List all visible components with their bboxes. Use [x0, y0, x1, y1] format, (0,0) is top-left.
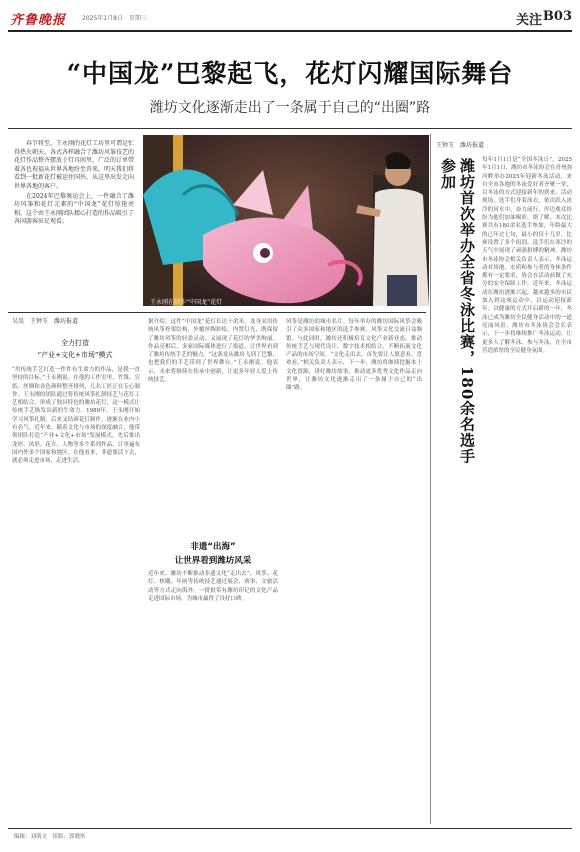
lead-paragraph: 春节将至，王永刚的花灯工坊里可谓是忙得热火朝天。各式各样融合了潍坊风筝技艺的花灯作品整齐摆放于灯具间里，广泛的订单带着各色祝福从世界各地纷至沓来。明天我们将看到一批新花灯被运往国外，从这里出发走向世界各地的客户。 [14, 140, 134, 190]
dragon-lantern-image [143, 135, 429, 306]
article-byline: 吴昊 王钟玉 潍坊报道 [12, 318, 79, 325]
masthead-rule [8, 30, 572, 32]
section1-label: 全力打造 [61, 339, 89, 347]
lantern-photo [143, 135, 429, 306]
section1-title: “产业+文化+市场”模式 [37, 351, 113, 359]
body-column-1: “用传统手艺打造一件件有生命力的作品，是我一直坚持的目标。”王永刚说。在他的工作室里，竹篾、宣纸、丝绸和各色颜料整齐排列，几名工匠正在专心制作。王永刚的团队通过将传统风筝扎制技艺与花灯工艺相结合，形成了独具特色的潍坊花灯，这一模式让传统手艺焕发出新的生命力。1989年，王永刚开始学习风筝扎制，后来又钻研花灯制作，逐渐在业内小有名气。近年来，随着文化与市场的深度融合，他带领团队打造“产业+文化+市场”发展模式，先后推出龙形、凤形、花卉、人物等多个系列作品，订单遍布国内外多个国家和地区。在他看来，非遗要活下去，就必须走进市场，走进生活。 [12, 367, 140, 465]
lead-paragraph: 在2024年巴黎奥运会上，一件融合了潍坊风筝和花灯元素的“中国龙”花灯惊艳亮相，这个由王永刚团队精心打造的作品吸引了各国游客驻足观看。 [14, 192, 134, 226]
issue-date: 2025年1月8日 星期三 [82, 15, 147, 22]
side-article-byline: 王钟玉 潍坊报道 [436, 142, 485, 149]
side-article-title: 潍坊首次举办全省冬泳比赛，180余名选手参加 [439, 158, 476, 465]
side-article-body: 每年1月1日是“全国冬泳日”。2025年1月1日，潍坊市冬泳协会在青州弥河畔举办2025年迎新冬泳活动，来自全市各地的冬泳爱好者齐聚一堂，以冬泳的方式迎接新年的到来。活动现场，选手们身着泳衣，依次跃入冰冷的河水中，奋力前行，岸边观众纷纷为他们加油喝彩。据了解，本次比赛共有180余名选手参加，年龄最大的已年过七旬，最小的仅十几岁。比赛设置了多个组别，选手们在寒冷的天气中展现了顽强拼搏的精神。潍坊市冬泳协会相关负责人表示，冬泳运动对场地、水质和参与者的身体条件都有一定要求，协会在活动前做了充分的安全保障工作。近年来，冬泳运动在潍坊逐渐兴起，越来越多的市民加入到这项运动中，以运动迎接新年，以健康的方式开启新的一年，冬泳已成为潍坊全民健身活动中的一道亮丽风景。潍坊市冬泳协会会长表示，下一步将继续推广冬泳运动，让更多人了解冬泳、参与冬泳，在全市营造浓厚的全民健身氛围。 [482, 157, 572, 354]
body-column-2: 据介绍，这件“中国龙”花灯长达十余米，龙身采用传统风筝骨架结构，外覆丝绸彩绘，内置灯光，既保留了潍坊风筝的轻盈灵动，又展现了花灯的华美绚丽。作品亮相后，多家国际媒体进行了报道，让世界看到了潍坊传统手艺的魅力。“这条龙从潍坊飞到了巴黎，也把我们的手艺带到了世界舞台。”王永刚说。他表示，未来将继续在传承中创新，让更多年轻人爱上传统技艺。 [148, 319, 278, 384]
newspaper-logo: 齐鲁晚报 [10, 13, 67, 28]
section-name: 关注 [515, 13, 542, 28]
section2-label: 非遗“出海” [190, 542, 236, 552]
photo-caption: 王永刚在制作“中国龙”花灯 [150, 299, 223, 306]
headline-rule [8, 128, 572, 129]
body-column-3: 风筝是潍坊的城市名片。每年举办的潍坊国际风筝会吸引了众多国家和地区的选手参赛，风筝文化交流日益频繁。与此同时，潍坊还积极培育文化产业新业态，推动传统手艺与现代设计、数字技术相结合，不断拓展文化产品的市场空间。“文化走出去，首先要让人愿意看、喜欢看。”相关负责人表示，下一步，潍坊将继续挖掘本土文化资源，讲好潍坊故事，推动更多优秀文化作品走向世界，让潍坊文化逐渐走出了一条属于自己的“出圈”路。 [286, 319, 422, 392]
lead-paragraphs [14, 140, 134, 300]
section2-title: 让世界看到潍坊风采 [174, 556, 252, 566]
main-headline: “中国龙”巴黎起飞，花灯闪耀国际舞台 [66, 59, 514, 88]
page-number: B03 [542, 9, 572, 24]
editor-credit: 编辑：刘萌文 组版：郭晓彤 [14, 834, 86, 840]
footer-rule [8, 828, 572, 829]
body-column-2b: 近年来，潍坊不断推动非遗文化“走出去”，风筝、花灯、核雕、年画等传统技艺通过展会、赛事、文旅活动等方式走向海外。一批批带有潍坊印记的文化产品走进国际市场，为城市赢得了良好口碑。 [148, 571, 278, 602]
section-rule [8, 312, 426, 313]
subheadline: 潍坊文化逐渐走出了一条属于自己的“出圈”路 [149, 100, 431, 116]
column-divider [430, 134, 431, 824]
